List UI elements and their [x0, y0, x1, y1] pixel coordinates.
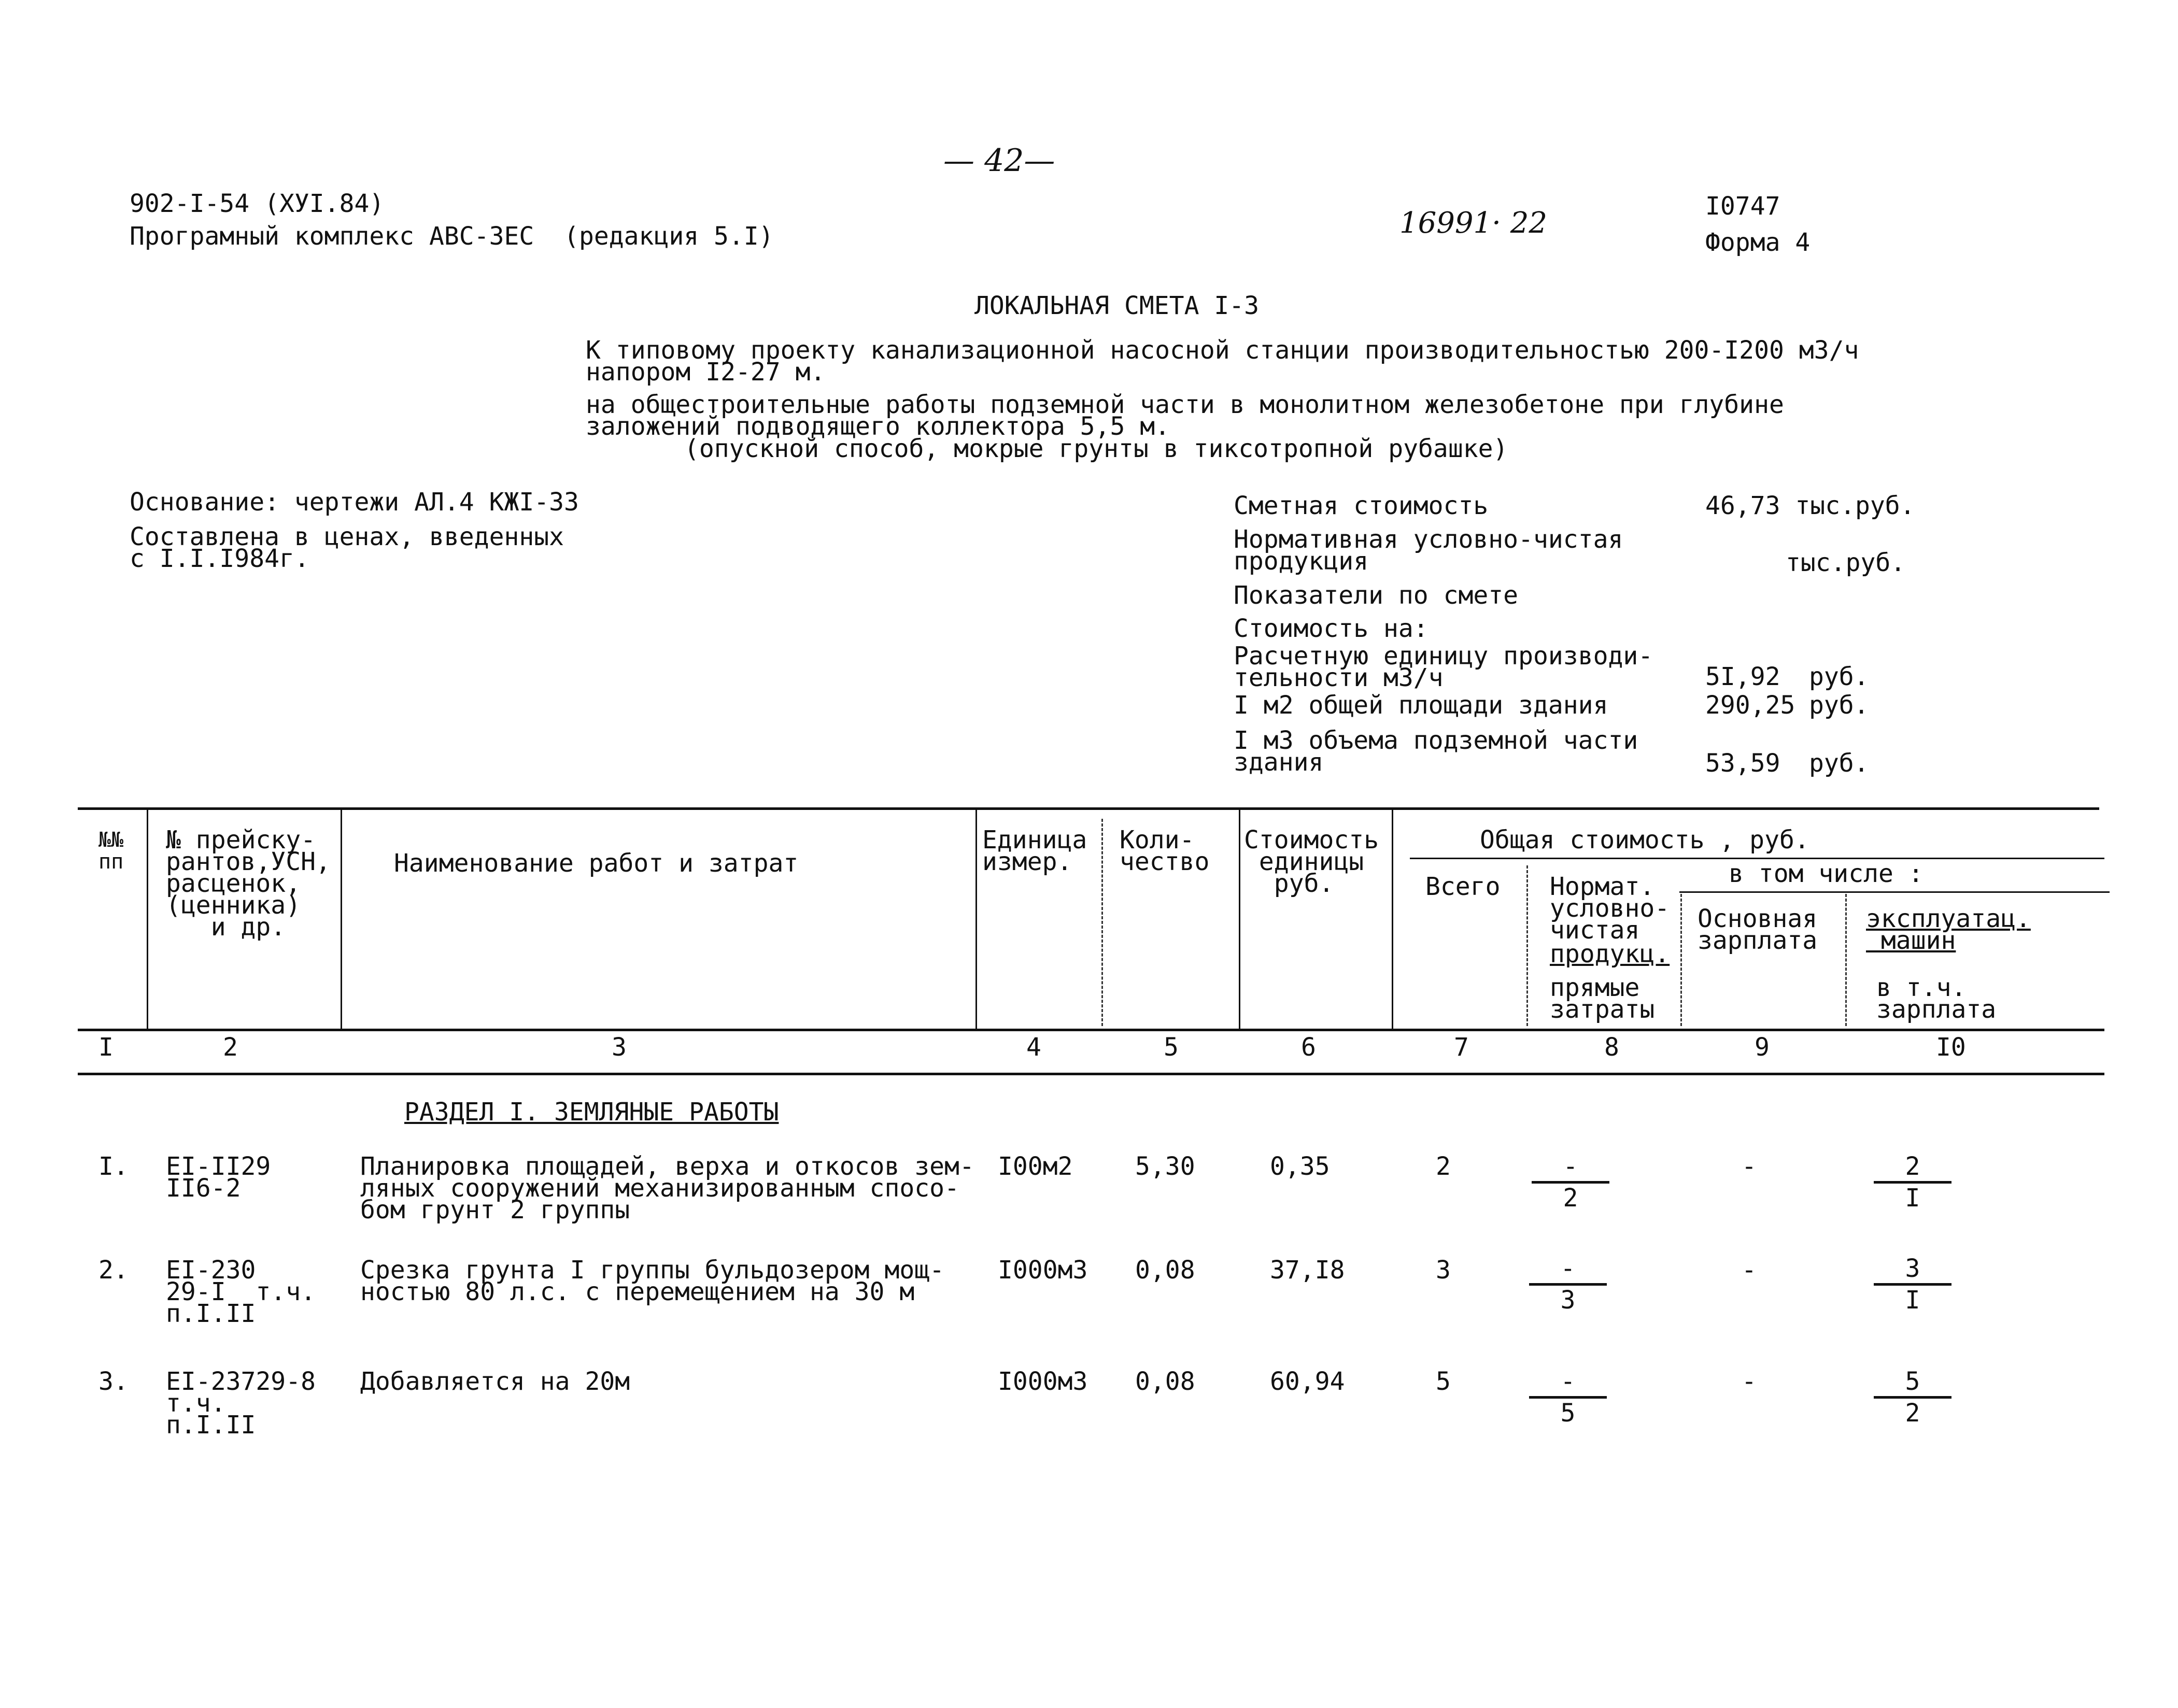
indicators-label: Показатели по смете — [1234, 581, 1519, 610]
title-line-3: (опускной способ, мокрые грунты в тиксотропной рубашке) — [684, 434, 1508, 463]
col-divider-9 — [1845, 894, 1847, 1026]
incl-rule — [1679, 891, 2110, 893]
header-machine-operation: эксплуатац. машин — [1866, 904, 2031, 955]
page-number: — 42— — [943, 143, 1055, 179]
header-normative: Нормат. условно- чистая — [1550, 872, 1670, 945]
col-divider-1 — [147, 808, 148, 1031]
header-quantity: Коли- чество — [1120, 825, 1210, 876]
section-title: РАЗДЕЛ I. ЗЕМЛЯНЫЕ РАБОТЫ — [404, 1098, 779, 1127]
fraction-bottom: 5 — [1560, 1399, 1576, 1428]
row-unit: I000м3 — [998, 1256, 1088, 1285]
col-number: 3 — [612, 1033, 627, 1062]
header-direct-costs: прямые затраты — [1550, 973, 1655, 1024]
per-unit-unit: руб. — [1809, 662, 1869, 691]
col-number: I0 — [1936, 1033, 1966, 1062]
row-base-salary: - — [1742, 1152, 1757, 1181]
fraction-top: - — [1560, 1254, 1576, 1283]
col-number: 6 — [1301, 1033, 1316, 1062]
row-unit-price: 0,35 — [1270, 1152, 1330, 1181]
col-divider-3 — [975, 808, 977, 1031]
row-normative-fraction — [1529, 1255, 1607, 1314]
row-total: 2 — [1436, 1152, 1451, 1181]
header-total-cost: Общая стоимость , руб. — [1480, 825, 1809, 855]
header-price-code: № прейску- рантов,УСН, расценок, (ценника) и др. — [166, 825, 331, 942]
col-number: 9 — [1755, 1033, 1770, 1062]
col-number: 8 — [1604, 1033, 1619, 1062]
row-quantity: 0,08 — [1135, 1367, 1195, 1396]
cost-on-label: Стоимость на: — [1234, 614, 1429, 643]
fraction-bottom: I — [1905, 1286, 1920, 1315]
normative-label: Нормативная условно-чистая продукция — [1234, 525, 1623, 576]
document-number: I0747 — [1705, 192, 1780, 221]
col-divider-4 — [1101, 819, 1103, 1026]
col-number: 5 — [1164, 1033, 1179, 1062]
col-numbers-rule — [78, 1073, 2104, 1075]
header-total: Всего — [1425, 872, 1501, 901]
row-quantity: 0,08 — [1135, 1256, 1195, 1285]
row-machine-fraction — [1874, 1255, 1951, 1314]
header-unit-cost: Стоимость единицы руб. — [1244, 825, 1379, 898]
row-code: EI-23729-8 т.ч. п.I.II — [166, 1367, 316, 1440]
fraction-bottom: 2 — [1563, 1184, 1578, 1213]
col-divider-7 — [1526, 865, 1528, 1026]
handwritten-number: 16991· 22 — [1399, 206, 1548, 240]
header-bottom-rule — [78, 1029, 2104, 1031]
col-divider-6 — [1392, 808, 1393, 1031]
row-unit: I000м3 — [998, 1367, 1088, 1396]
per-m2-unit: руб. — [1809, 691, 1869, 720]
fraction-top: 2 — [1905, 1152, 1920, 1181]
form-label: Форма 4 — [1705, 228, 1811, 257]
basis-line-2: Составлена в ценах, введенных с I.I.I984г. — [130, 522, 564, 573]
title-line-2: на общестроительные работы подземной части в монолитном железобетоне при глубине заложений подводящего коллектора 5,5 м. — [586, 390, 1784, 441]
row-total: 5 — [1436, 1367, 1451, 1396]
fraction-top: 3 — [1905, 1254, 1920, 1283]
basis-line-1: Основание: чертежи АЛ.4 КЖI-33 — [130, 488, 579, 517]
table-top-rule — [78, 807, 2099, 810]
header-unit: Единица измер. — [982, 825, 1087, 876]
row-total: 3 — [1436, 1256, 1451, 1285]
row-quantity: 5,30 — [1135, 1152, 1195, 1181]
row-code: EI-II29 II6-2 — [166, 1152, 271, 1203]
col-number: 2 — [223, 1033, 238, 1062]
col-divider-8 — [1680, 894, 1682, 1026]
fraction-bottom: I — [1905, 1184, 1920, 1213]
normative-value: тыс.руб. — [1786, 548, 1906, 577]
fraction-bottom: 2 — [1905, 1399, 1920, 1428]
per-m3-label: I м3 объема подземной части здания — [1234, 726, 1638, 777]
header-base-salary: Основная зарплата — [1698, 904, 1818, 955]
fraction-top: - — [1560, 1367, 1576, 1396]
per-m3-unit: руб. — [1809, 749, 1869, 778]
row-unit-price: 37,I8 — [1270, 1256, 1345, 1285]
row-machine-fraction — [1874, 1368, 1951, 1427]
col-number: 4 — [1026, 1033, 1041, 1062]
header-work-name: Наименование работ и затрат — [394, 849, 799, 878]
estimated-cost-value: 46,73 тыс.руб. — [1705, 491, 1915, 520]
row-normative-fraction — [1532, 1153, 1609, 1212]
fraction-bottom: 3 — [1560, 1286, 1576, 1315]
header-including: в том числе : — [1729, 859, 1924, 888]
row-number: 2. — [98, 1256, 129, 1285]
header-machine-salary: в т.ч. зарплата — [1876, 973, 1997, 1024]
doc-code: 902-I-54 (XУI.84) — [130, 189, 385, 218]
col-number: 7 — [1454, 1033, 1469, 1062]
fraction-top: 5 — [1905, 1367, 1920, 1396]
title-line-1: К типовому проекту канализационной насосной станции производительностью 200-I200 м3/ч напором I2-27 м. — [586, 336, 1859, 387]
per-m2-value: 290,25 — [1705, 691, 1795, 720]
col-divider-5 — [1239, 808, 1240, 1031]
row-base-salary: - — [1742, 1367, 1757, 1396]
header-normative-product: продукц. — [1550, 940, 1670, 969]
row-normative-fraction — [1529, 1368, 1607, 1427]
row-unit: I00м2 — [998, 1152, 1073, 1181]
per-unit-label: Расчетную единицу производи- тельности м3/ч — [1234, 642, 1653, 692]
document-title: ЛОКАЛЬНАЯ СМЕТА I-3 — [974, 291, 1260, 320]
row-number: 3. — [98, 1367, 129, 1396]
row-machine-fraction — [1874, 1153, 1951, 1212]
row-number: I. — [98, 1152, 129, 1181]
per-m2-label: I м2 общей площади здания — [1234, 691, 1608, 720]
header-number: №№ пп — [98, 828, 124, 874]
estimated-cost-label: Сметная стоимость — [1234, 491, 1489, 520]
per-m3-value: 53,59 — [1705, 749, 1780, 778]
row-name: Планировка площадей, верха и откосов зем- ляных сооружений механизированным спосо- бом грунт 2 группы — [360, 1152, 974, 1225]
row-code: EI-230 29-I т.ч. п.I.II — [166, 1256, 316, 1328]
row-name: Добавляется на 20м — [360, 1367, 630, 1396]
row-name: Срезка грунта I группы бульдозером мощ- ностью 80 л.с. с перемещением на 30 м — [360, 1256, 945, 1306]
row-base-salary: - — [1742, 1256, 1757, 1285]
col-number: I — [98, 1033, 114, 1062]
col-divider-2 — [341, 808, 342, 1031]
fraction-top: - — [1563, 1152, 1578, 1181]
per-unit-value: 5I,92 — [1705, 662, 1780, 691]
row-unit-price: 60,94 — [1270, 1367, 1345, 1396]
program-name: Програмный комплекс АВС-3ЕС (редакция 5.I) — [130, 222, 774, 251]
